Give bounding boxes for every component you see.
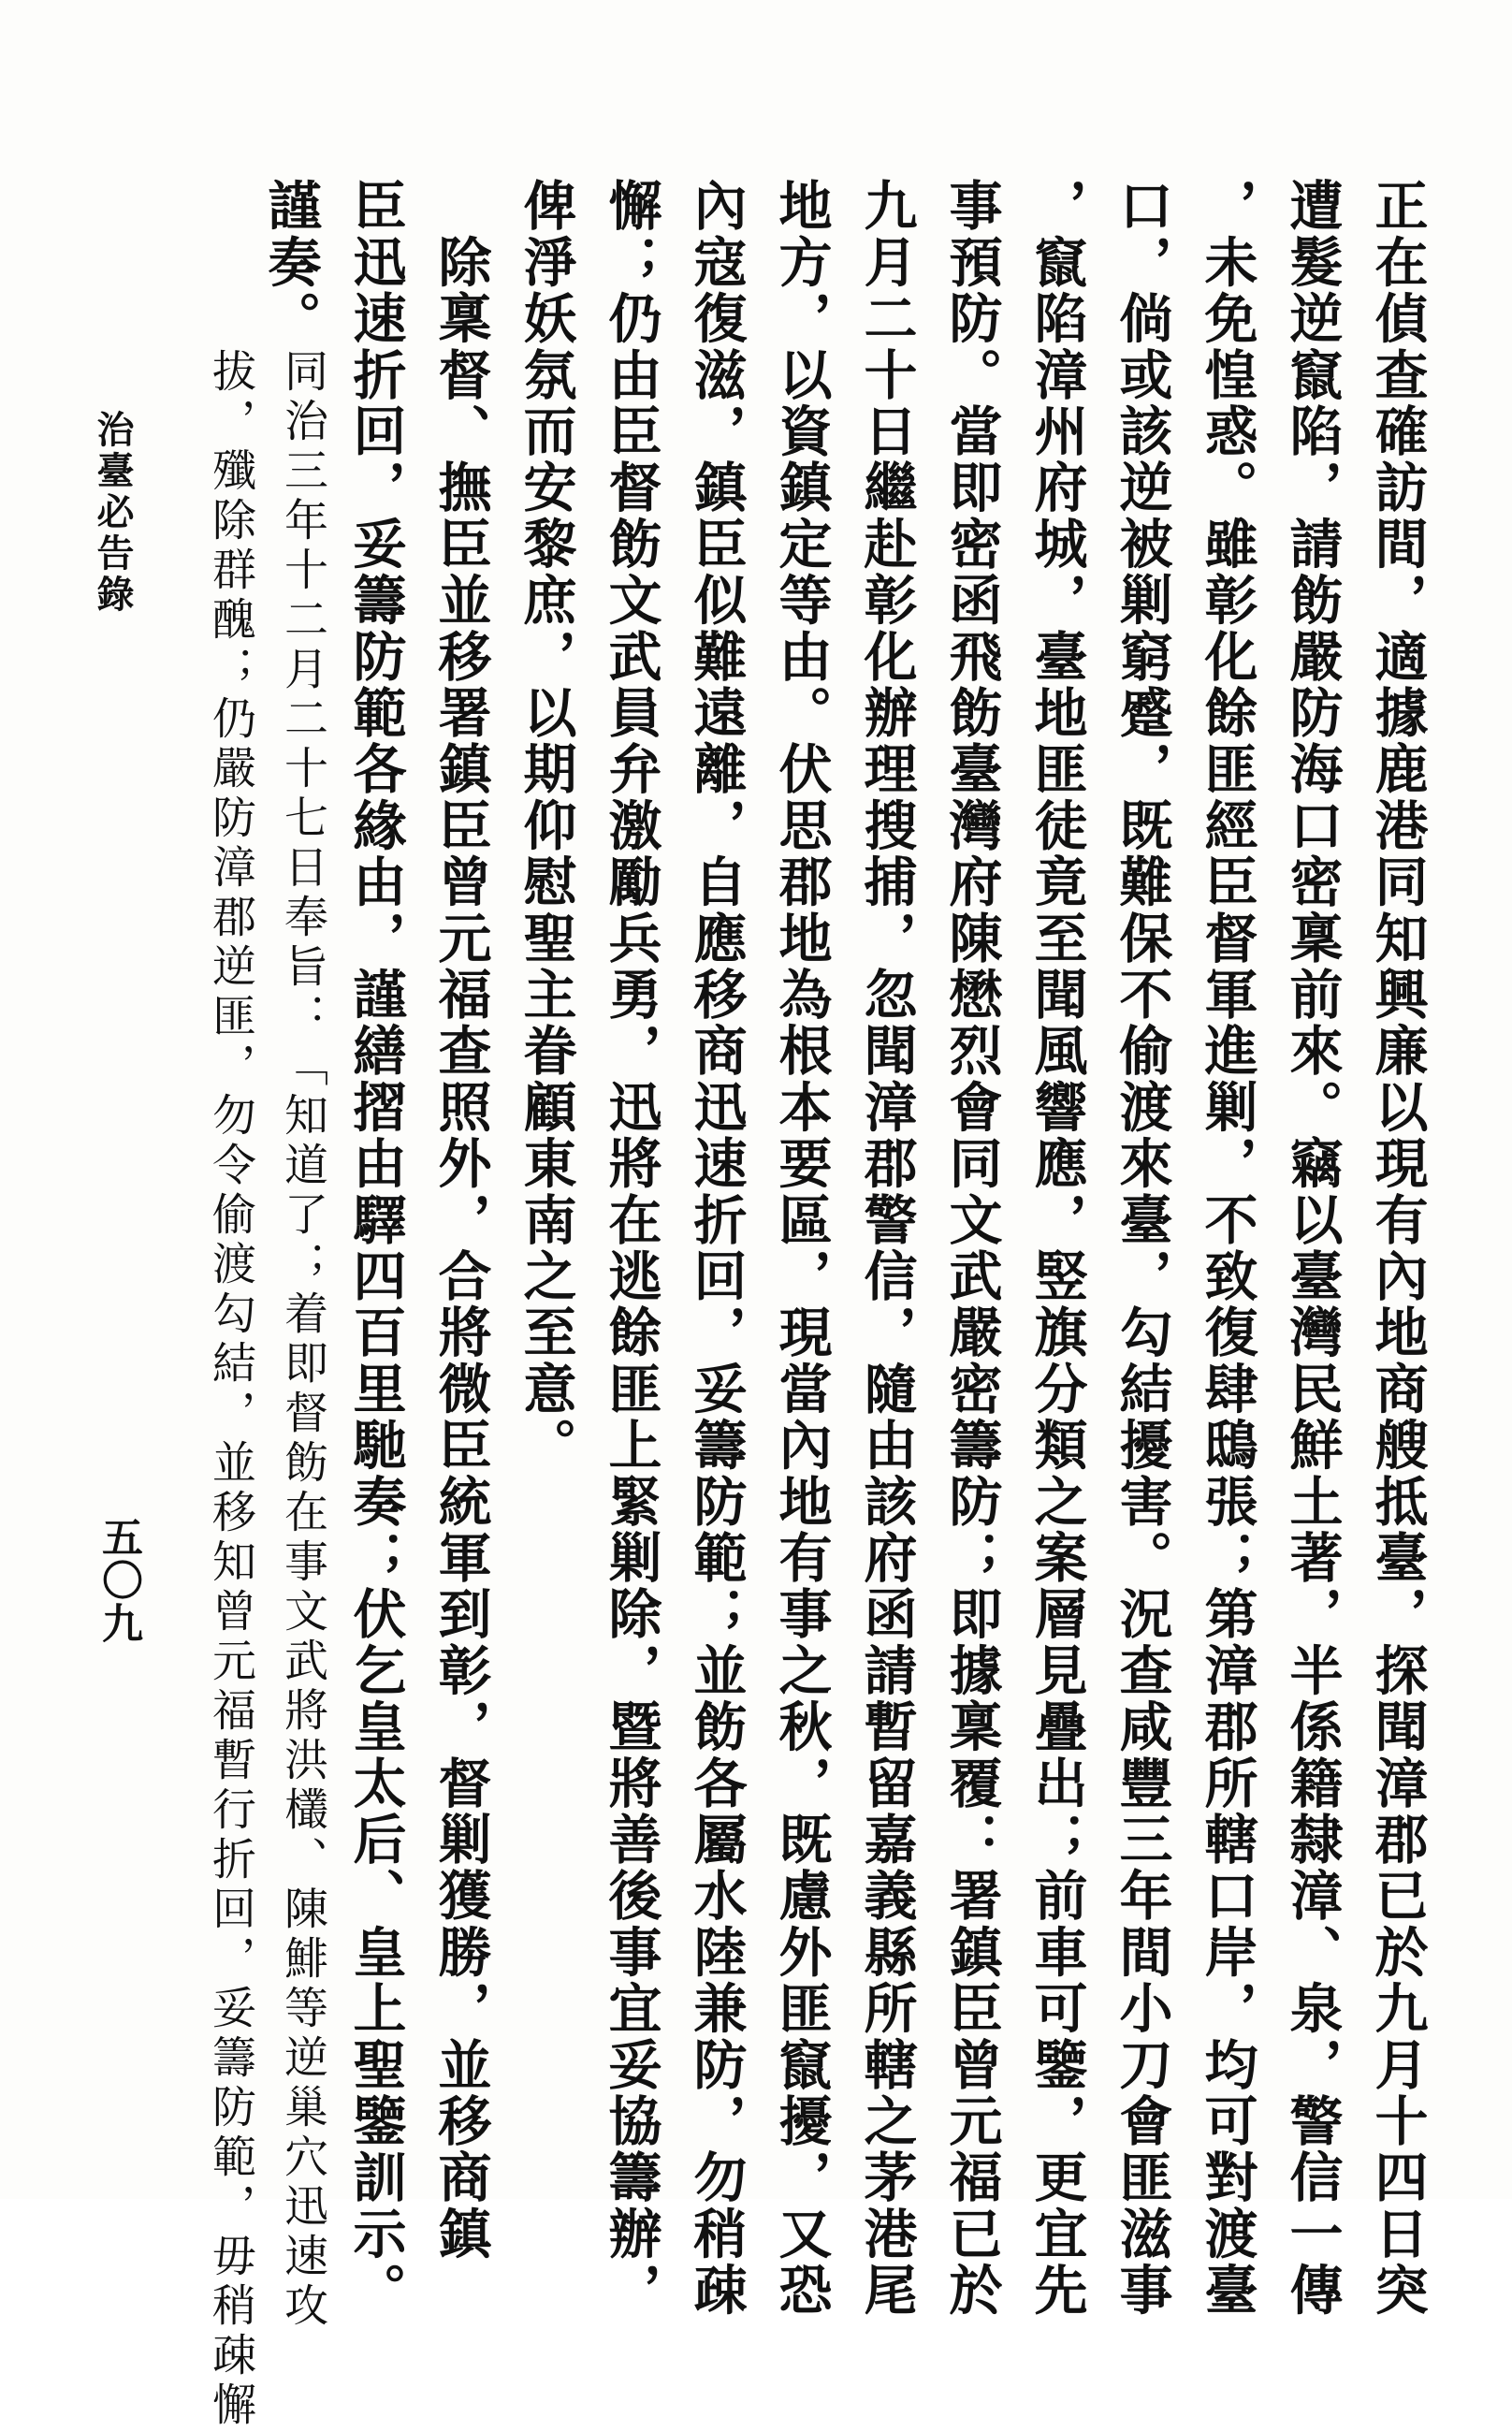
text-column-11: 俾淨妖氛而安黎庶，以期仰慰聖主眷顧東南之至意。 — [515, 178, 577, 1474]
text-column-4: 口，倘或該逆被剿窮蹙，既難保不偷渡來臺，勾結擾害。況查咸豐三年間小刀會匪滋事 — [1111, 178, 1173, 2319]
text-column-7: 九月二十日繼赴彰化辦理搜捕，忽聞漳郡警信，隨由該府函請暫留嘉義縣所轄之茅港尾 — [855, 178, 918, 2319]
rescript-column-2: 拔，殲除群醜；仍嚴防漳郡逆匪，勿令偷渡勾結，並移知曾元福暫行折回，妥籌防範，毋稍疎懈 — [205, 348, 256, 2431]
text-column-6: 事預防。當即密函飛飭臺灣府陳懋烈會同文武嚴密籌防；即據稟覆：署鎮臣曾元福已於 — [940, 178, 1003, 2319]
book-title: 治臺必告錄 — [91, 410, 135, 616]
text-column-2: 遭髮逆竄陷，請飭嚴防海口密稟前來。竊以臺灣民鮮土著，半係籍隸漳、泉，警信一傳 — [1281, 178, 1344, 2319]
rescript-column-1: 同治三年十二月二十七日奉旨：「知道了；着即督飭在事文武將洪欉、陳鯡等逆巢穴迅速攻 — [277, 348, 328, 2332]
text-column-12: 除稟督、撫臣並移署鎮臣曾元福查照外，合將微臣統軍到彰，督剿獲勝，並移商鎮 — [429, 178, 492, 2263]
text-column-10: 懈；仍由臣督飭文武員弁激勵兵勇，迅將在逃餘匪上緊剿除，暨將善後事宜妥協籌辦， — [600, 178, 662, 2319]
text-column-1: 正在偵查確訪間，適據鹿港同知興廉以現有內地商艘抵臺，探聞漳郡已於九月十四日突 — [1366, 178, 1429, 2319]
text-column-9: 內寇復滋，鎮臣似難遠離，自應移商迅速折回，妥籌防範；並飭各屬水陸兼防，勿稍疎 — [685, 178, 748, 2319]
text-column-13: 臣迅速折回，妥籌防範各緣由，謹繕摺由驛四百里馳奏；伏乞皇太后、皇上聖鑒訓示。 — [344, 178, 407, 2319]
page-number: 五〇九 — [94, 1516, 142, 1645]
text-column-14: 謹奏。 — [259, 178, 322, 347]
text-column-8: 地方，以資鎮定等由。伏思郡地為根本要區，現當內地有事之秋，既慮外匪竄擾，又恐 — [770, 178, 833, 2319]
text-column-3: ，未免惶惑。雖彰化餘匪經臣督軍進剿，不致復肆鴟張；第漳郡所轄口岸，均可對渡臺 — [1196, 178, 1258, 2319]
text-column-5: ，竄陷漳州府城，臺地匪徒竟至聞風響應，竪旗分類之案層見疊出；前車可鑒，更宜先 — [1025, 178, 1088, 2319]
